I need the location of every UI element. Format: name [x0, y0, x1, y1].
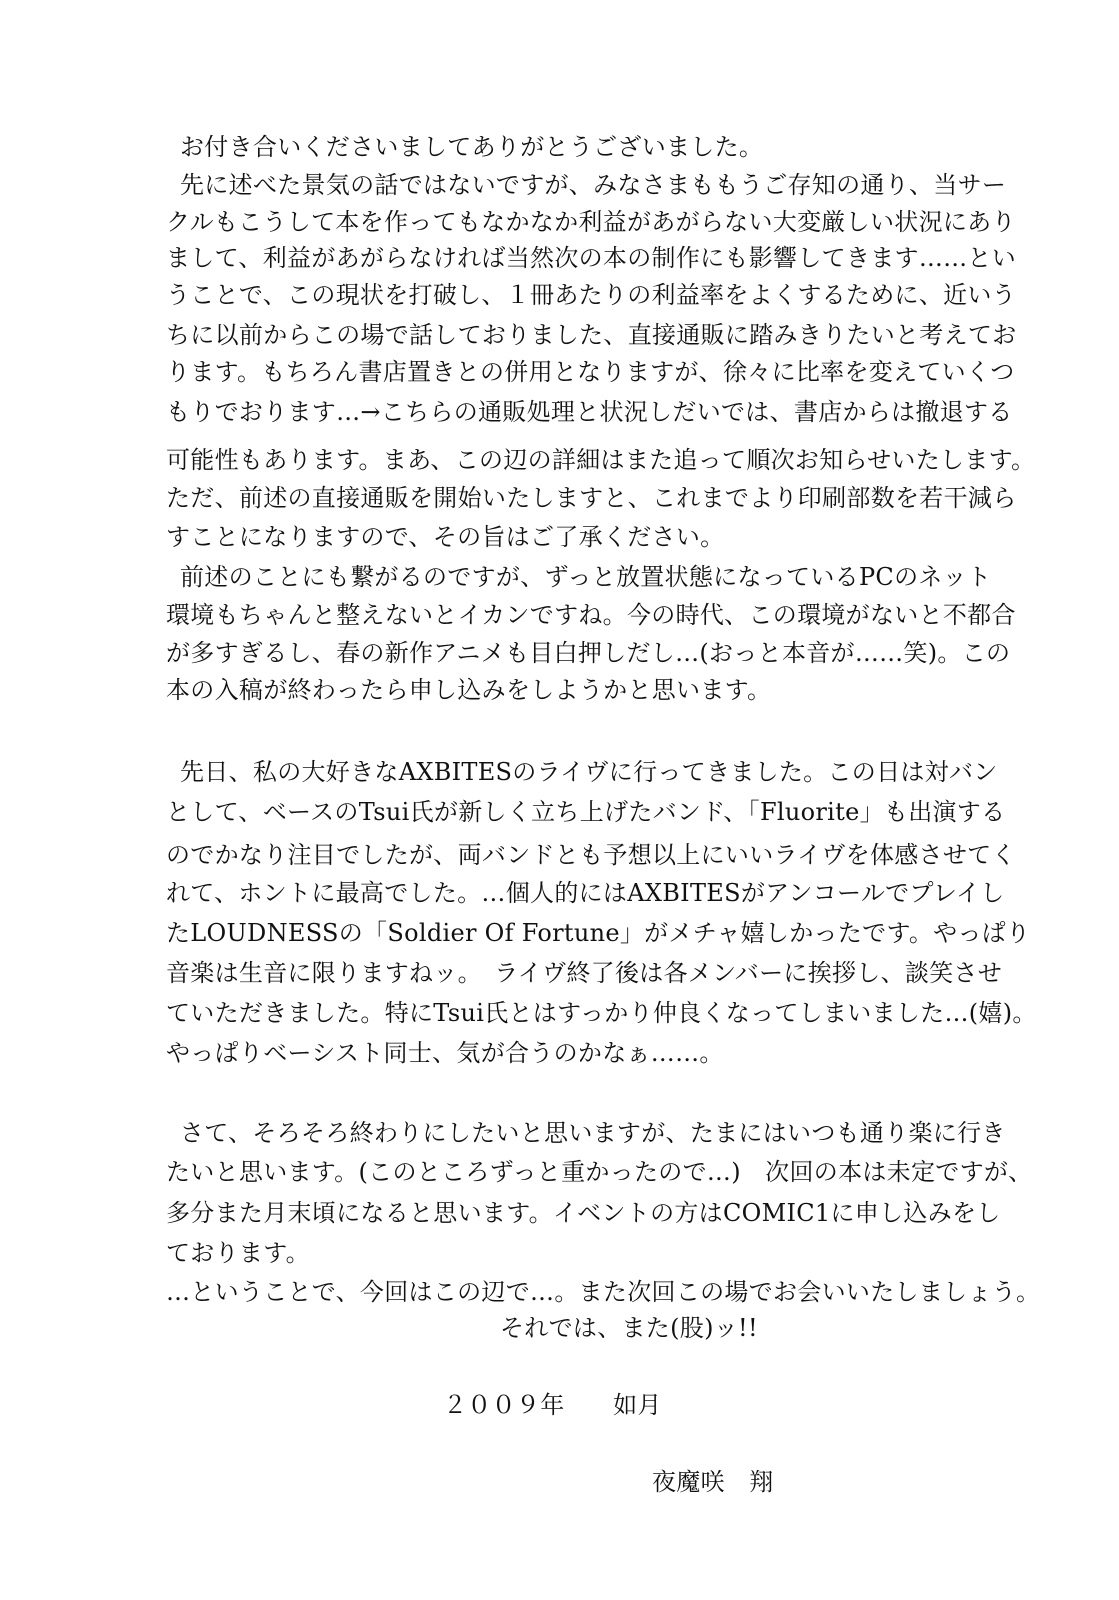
paragraph-line: 音楽は生音に限りますねッ。 ライヴ終了後は各メンバーに挨拶し、談笑させ	[166, 959, 1003, 987]
paragraph-line: 多分また月末頃になると思います。イベントの方はCOMIC1に申し込みをし	[166, 1199, 1001, 1227]
paragraph-line: やっぱりベーシスト同士、気が合うのかなぁ……。	[166, 1039, 724, 1067]
paragraph-line: すことになりますので、その旨はご了承ください。	[166, 523, 725, 551]
paragraph-line: のでかなり注目でしたが、両バンドとも予想以上にいいライヴを体感させてく	[166, 841, 1016, 869]
paragraph-line: …ということで、今回はこの辺で…。また次回この場でお会いいたしましょう。	[166, 1278, 1041, 1306]
paragraph-line: れて、ホントに最高でした。…個人的にはAXBITESがアンコールでプレイし	[166, 879, 1005, 907]
paragraph-line: 本の入稿が終わったら申し込みをしようかと思います。	[166, 676, 772, 704]
paragraph-line: ります。もちろん書店置きとの併用となりますが、徐々に比率を変えていくつ	[166, 358, 1015, 386]
paragraph-line: お付き合いくださいましてありがとうございました。	[180, 133, 764, 161]
paragraph-line: 環境もちゃんと整えないとイカンですね。今の時代、この環境がないと不都合	[166, 601, 1016, 629]
paragraph-line: 先に述べた景気の話ではないですが、みなさまももうご存知の通り、当サー	[180, 171, 1007, 199]
closing-line: それでは、また(股)ッ!!	[500, 1314, 758, 1342]
paragraph-line: うことで、この現状を打破し、１冊あたりの利益率をよくするために、近いう	[166, 281, 1017, 309]
author-signature: 夜魔咲 翔	[652, 1468, 774, 1496]
paragraph-line: もりでおります…→こちらの通販処理と状況しだいでは、書店からは撤退する	[166, 398, 1013, 426]
paragraph-line: が多すぎるし、春の新作アニメも目白押しだし…(おっと本音が……笑)。この	[166, 639, 1011, 667]
paragraph-line: まして、利益があがらなければ当然次の本の制作にも影響してきます……とい	[166, 244, 1017, 272]
paragraph-line: として、ベースのTsui氏が新しく立ち上げたバンド、「Fluorite」も出演する	[166, 798, 1006, 826]
paragraph-line: たLOUDNESSの「Soldier Of Fortune」がメチャ嬉しかったです。やっぱり	[166, 919, 1031, 947]
paragraph-line: ております。	[166, 1239, 310, 1267]
paragraph-line: 前述のことにも繋がるのですが、ずっと放置状態になっているPCのネット	[180, 563, 992, 591]
paragraph-line: たいと思います。(このところずっと重かったので…) 次回の本は未定ですが、	[166, 1158, 1033, 1186]
paragraph-line: さて、そろそろ終わりにしたいと思いますが、たまにはいつも通り楽に行き	[180, 1119, 1006, 1147]
paragraph-line: ていただきました。特にTsui氏とはすっかり仲良くなってしまいました…(嬉)。	[166, 999, 1037, 1027]
paragraph-line: 先日、私の大好きなAXBITESのライヴに行ってきました。この日は対バン	[180, 758, 998, 786]
paragraph-line: ちに以前からこの場で話しておりました、直接通販に踏みきりたいと考えてお	[166, 321, 1017, 349]
paragraph-line: クルもこうして本を作ってもなかなか利益があがらない大変厳しい状況にあり	[166, 208, 1016, 236]
date-line: ２００９年 如月	[443, 1391, 662, 1419]
paragraph-line: ただ、前述の直接通販を開始いたしますと、これまでより印刷部数を若干減ら	[166, 484, 1017, 512]
paragraph-line: 可能性もあります。まあ、この辺の詳細はまた追って順次お知らせいたします。	[166, 446, 1036, 474]
